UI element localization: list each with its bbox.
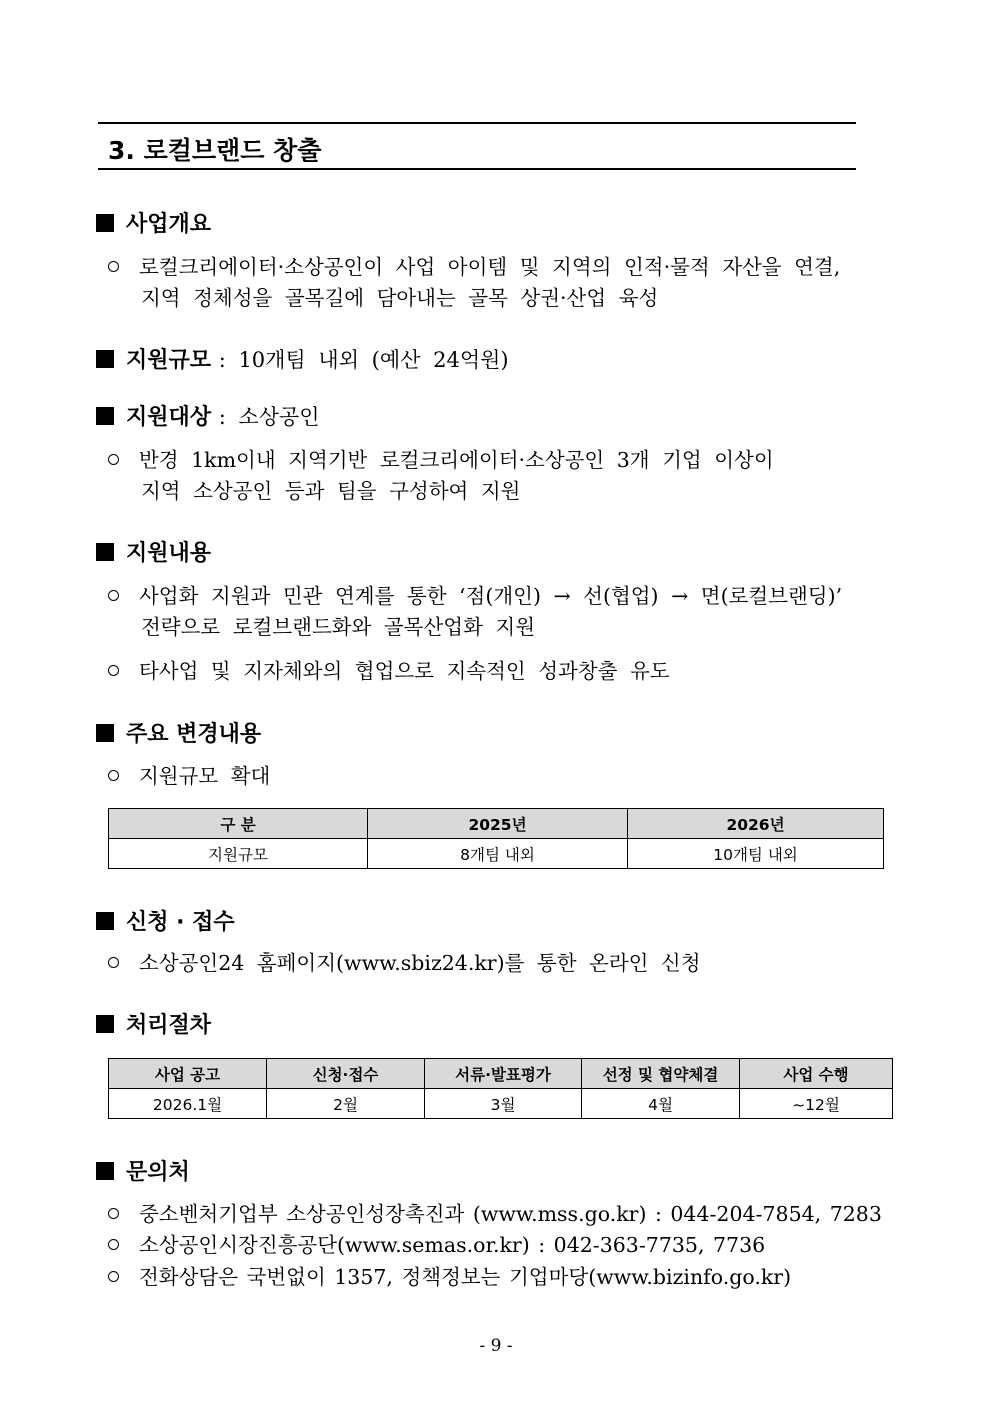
contact-item-2: 소상공인시장진흥공단(www.semas.or.kr) : 042-363-7735, 7736 bbox=[108, 1230, 765, 1261]
table-cell: 8개팀 내외 bbox=[368, 839, 628, 869]
table-cell: ~12월 bbox=[740, 1089, 893, 1119]
overview-heading: 사업개요 bbox=[96, 207, 211, 238]
table-cell: 4월 bbox=[582, 1089, 740, 1119]
process-table bbox=[108, 1058, 893, 1119]
content-item-1: 사업화 지원과 민관 연계를 통한 ‘점(개인) → 선(협업) → 면(로컬브랜딩)’ 전략으로 로컬브랜드화와 골목산업화 지원 bbox=[108, 581, 842, 643]
changes-heading: 주요 변경내용 bbox=[96, 717, 261, 748]
scale-value: : 10개팀 내외 (예산 24억원) bbox=[218, 348, 509, 372]
square-bullet-icon bbox=[96, 543, 114, 561]
circle-bullet-icon bbox=[108, 1208, 119, 1219]
square-bullet-icon bbox=[96, 350, 114, 368]
square-bullet-icon bbox=[96, 912, 114, 930]
circle-bullet-icon bbox=[108, 1271, 119, 1282]
square-bullet-icon bbox=[96, 214, 114, 232]
table-cell: 지원규모 bbox=[109, 839, 368, 869]
scale-heading: 지원규모 : 10개팀 내외 (예산 24억원) bbox=[96, 343, 509, 374]
circle-bullet-icon bbox=[108, 770, 119, 781]
circle-bullet-icon bbox=[108, 665, 119, 676]
overview-item: 로컬크리에이터·소상공인이 사업 아이템 및 지역의 인적·물적 자산을 연결, 지역 정체성을 골목길에 담아내는 골목 상권·산업 육성 bbox=[108, 252, 840, 314]
content-heading: 지원내용 bbox=[96, 536, 211, 567]
apply-heading: 신청 · 접수 bbox=[96, 905, 235, 936]
table-cell: 2026.1월 bbox=[109, 1089, 267, 1119]
changes-item: 지원규모 확대 bbox=[108, 761, 270, 792]
apply-item: 소상공인24 홈페이지(www.sbiz24.kr)를 통한 온라인 신청 bbox=[108, 948, 701, 979]
table-header: 신청·접수 bbox=[267, 1059, 425, 1089]
table-header: 구 분 bbox=[109, 809, 368, 839]
table-header: 사업 공고 bbox=[109, 1059, 267, 1089]
page-number: - 9 - bbox=[479, 1336, 513, 1356]
circle-bullet-icon bbox=[108, 957, 119, 968]
circle-bullet-icon bbox=[108, 1239, 119, 1250]
circle-bullet-icon bbox=[108, 261, 119, 272]
table-header: 2026년 bbox=[628, 809, 884, 839]
table-cell: 3월 bbox=[425, 1089, 582, 1119]
content-item-2: 타사업 및 지자체와의 협업으로 지속적인 성과창출 유도 bbox=[108, 656, 670, 687]
square-bullet-icon bbox=[96, 1015, 114, 1033]
table-cell: 2월 bbox=[267, 1089, 425, 1119]
table-header: 사업 수행 bbox=[740, 1059, 893, 1089]
circle-bullet-icon bbox=[108, 590, 119, 601]
table-header: 서류·발표평가 bbox=[425, 1059, 582, 1089]
process-heading: 처리절차 bbox=[96, 1008, 211, 1039]
table-header: 2025년 bbox=[368, 809, 628, 839]
target-heading: 지원대상 : 소상공인 bbox=[96, 400, 320, 431]
table-cell: 10개팀 내외 bbox=[628, 839, 884, 869]
target-value: : 소상공인 bbox=[218, 405, 320, 429]
section-title-box bbox=[98, 122, 856, 170]
circle-bullet-icon bbox=[108, 454, 119, 465]
contact-item-1: 중소벤처기업부 소상공인성장촉진과 (www.mss.go.kr) : 044-204-7854, 7283 bbox=[108, 1199, 882, 1230]
changes-table bbox=[108, 808, 884, 869]
contact-item-3: 전화상담은 국번없이 1357, 정책정보는 기업마당(www.bizinfo.go.kr) bbox=[108, 1262, 791, 1293]
square-bullet-icon bbox=[96, 1162, 114, 1180]
section-title: 3. 로컬브랜드 창출 bbox=[108, 136, 322, 165]
square-bullet-icon bbox=[96, 407, 114, 425]
target-item: 반경 1km이내 지역기반 로컬크리에이터·소상공인 3개 기업 이상이 지역 소상공인 등과 팀을 구성하여 지원 bbox=[108, 445, 774, 507]
table-header: 선정 및 협약체결 bbox=[582, 1059, 740, 1089]
contact-heading: 문의처 bbox=[96, 1155, 190, 1186]
square-bullet-icon bbox=[96, 724, 114, 742]
